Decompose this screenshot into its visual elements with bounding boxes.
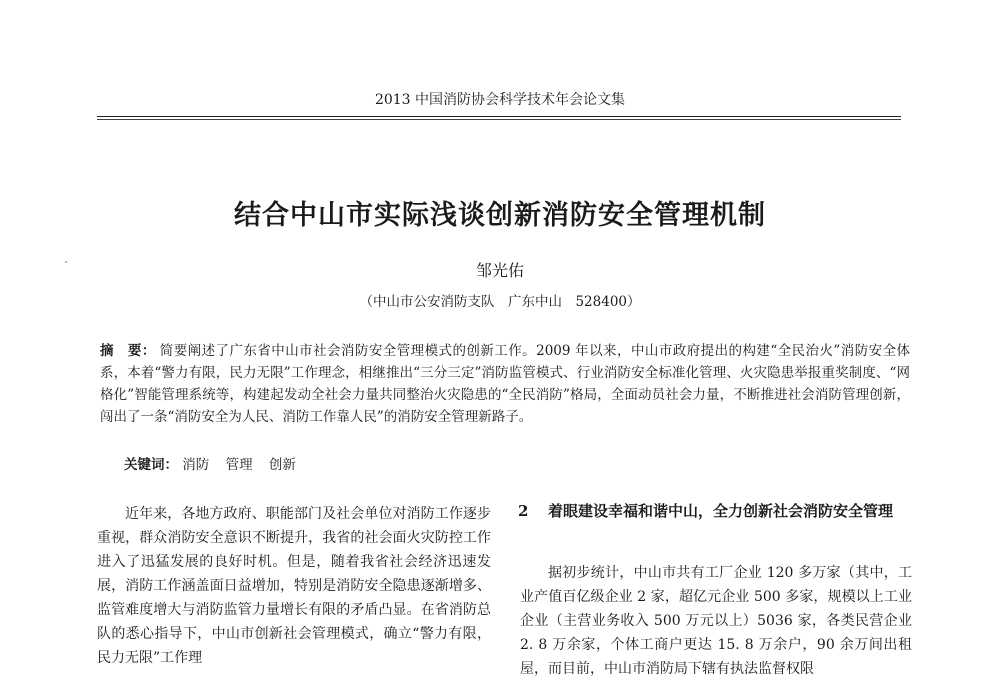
abstract-label: 摘 要：: [100, 343, 156, 359]
keyword: 创新: [268, 457, 296, 473]
intro-paragraph: 近年来，各地方政府、职能部门及社会单位对消防工作逐步重视，群众消防安全意识不断提升，我省的社会面火灾防控工作进入了迅猛发展的良好时机。但是，随着我省社会经济迅速发展，消防工作涵盖面日益增加，特别是消防安全隐患逐渐增多、监管难度增大与消防监管力量增长有限的矛盾凸显。在省消防总队的悉心指导下，中山市创新社会管理模式，确立“警力有限，民力无限”工作理: [97, 506, 491, 666]
author-name: 邹光佑: [475, 261, 524, 280]
keywords-label: 关键词：: [124, 457, 178, 473]
header-rule-bottom: [97, 119, 901, 120]
body-left-column: [97, 502, 491, 664]
keywords: [124, 455, 624, 475]
section-2-heading: [518, 499, 908, 524]
section-2-paragraph: 据初步统计，中山市共有工厂企业 120 多万家（其中，工业产值百亿级企业 2 家，超亿元企业 500 多家，规模以上工业企业（主营业务收入 500 万元以上）5036 家，各类民营企业 2. 8 万余家，个体工商户更达 15. 8 万余户，90 余万间出租屋，而目前，中山市消防局下辖有执法监督权限: [520, 565, 912, 677]
paper-title: 结合中山市实际浅谈创新消防安全管理机制: [234, 200, 766, 231]
section-number: 2: [518, 502, 529, 520]
scan-speck: [65, 261, 67, 263]
section-title: 着眼建设幸福和谐中山，全力创新社会消防安全管理: [548, 502, 894, 520]
keyword: 消防: [182, 457, 210, 473]
running-header: 2013 中国消防协会科学技术年会论文集: [374, 92, 626, 108]
abstract: [100, 340, 910, 428]
abstract-text: 简要阐述了广东省中山市社会消防安全管理模式的创新工作。2009 年以来，中山市政府提出的构建“全民治火”消防安全体系，本着“警力有限，民力无限”工作理念，相继推出“三分三定”消防监管模式、行业消防安全标准化管理、火灾隐患举报重奖制度、“网格化”智能管理系统等，构建起发动全社会力量共同整治火灾隐患的“全民消防”格局，全面动员社会力量，不断推进社会消防管理创新，闯出了一条“消防安全为人民、消防工作靠人民”的消防安全管理新路子。: [100, 343, 911, 425]
header-rule-top: [97, 116, 901, 117]
keyword: 管理: [225, 457, 253, 473]
author-affiliation: （中山市公安消防支队 广东中山 528400）: [359, 294, 641, 310]
body-right-column: [520, 561, 912, 677]
